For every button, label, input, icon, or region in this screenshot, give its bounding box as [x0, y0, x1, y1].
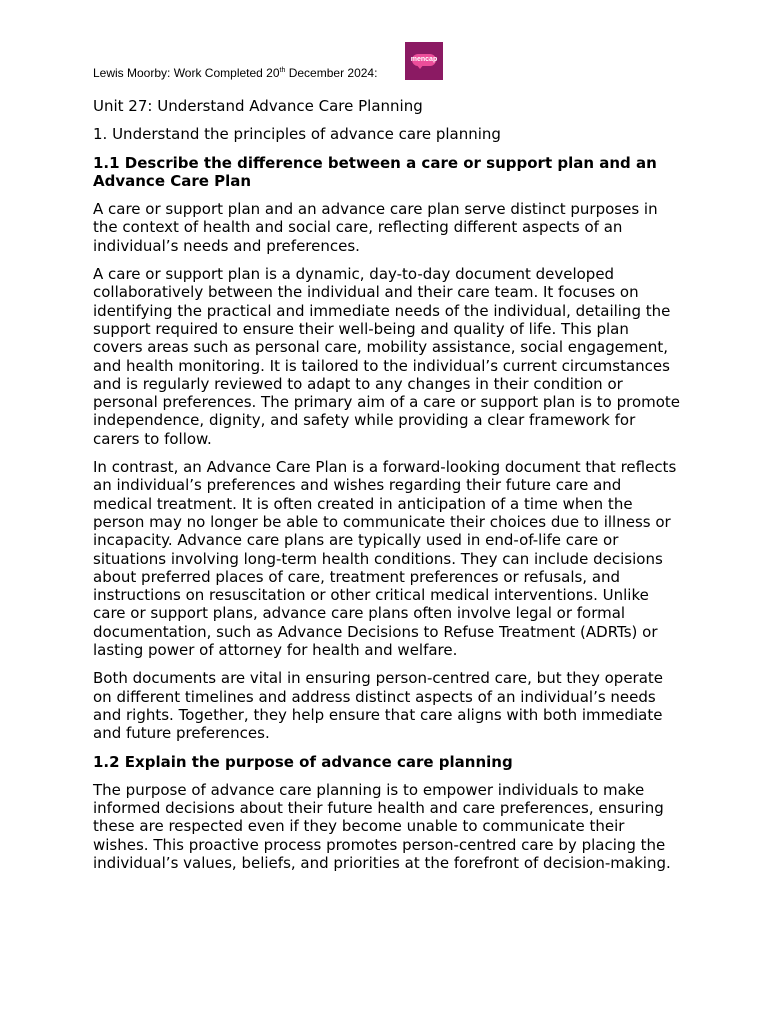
header-text — [93, 66, 377, 80]
document-body — [93, 97, 683, 882]
paragraph: The purpose of advance care planning is to empower individuals to make informed decisions about their future health and care preferences, ensuring these are respected even if they become unable to communicate their wishes. This proactive process promotes person-centred care by placing the individual’s values, beliefs, and priorities at the forefront of decision-making. — [93, 780, 671, 872]
unit-title: Unit 27: Understand Advance Care Planning — [93, 97, 423, 115]
paragraph: A care or support plan is a dynamic, day-to-day document developed collaboratively between the individual and their care team. It focuses on identifying the practical and immediate needs of the individual, detailing the support required to ensure their well-being and quality of life. This plan covers areas such as personal care, mobility assistance, social engagement, and health monitoring. It is tailored to the individual’s current circumstances and is regularly reviewed to adapt to any changes in their condition or personal preferences. The primary aim of a care or support plan is to promote independence, dignity, and safety while providing a clear framework for carers to follow. — [93, 265, 681, 448]
logo-wordmark: mencap — [410, 56, 438, 63]
paragraph: In contrast, an Advance Care Plan is a forward-looking document that reflects an individual’s preferences and wishes regarding their future care and medical treatment. It is often created in anticipation of a time when the person may no longer be able to communicate their choices due to illness or incapacity. Advance care plans are typically used in end-of-life care or situations involving long-term health conditions. They can include decisions about preferred places of care, treatment preferences or refusals, and instructions on resuscitation or other critical medical interventions. Unlike care or support plans, advance care plans often involve legal or formal documentation, such as Advance Decisions to Refuse Treatment (ADRTs) or lasting power of attorney for health and welfare. — [93, 458, 677, 660]
question-1-2-heading: 1.2 Explain the purpose of advance care planning — [93, 752, 513, 771]
question-1-1-heading: 1.1 Describe the difference between a care or support plan and an Advance Care Plan — [93, 153, 657, 190]
paragraph: A care or support plan and an advance care plan serve distinct purposes in the context of health and social care, reflecting different aspects of an individual’s needs and preferences. — [93, 200, 658, 255]
header-text-end: December 2024: — [285, 66, 378, 80]
logo-speech-tail — [416, 64, 424, 69]
mencap-logo — [405, 42, 443, 80]
document-header — [93, 42, 453, 82]
section-title: 1. Understand the principles of advance care planning — [93, 125, 501, 144]
header-date-suffix: th — [279, 67, 286, 74]
header-text-main: Lewis Moorby: Work Completed 20 — [93, 66, 280, 80]
paragraph: Both documents are vital in ensuring person-centred care, but they operate on different timelines and address distinct aspects of an individual’s needs and rights. Together, they help ensure that care aligns with both immediate and future preferences. — [93, 669, 664, 743]
